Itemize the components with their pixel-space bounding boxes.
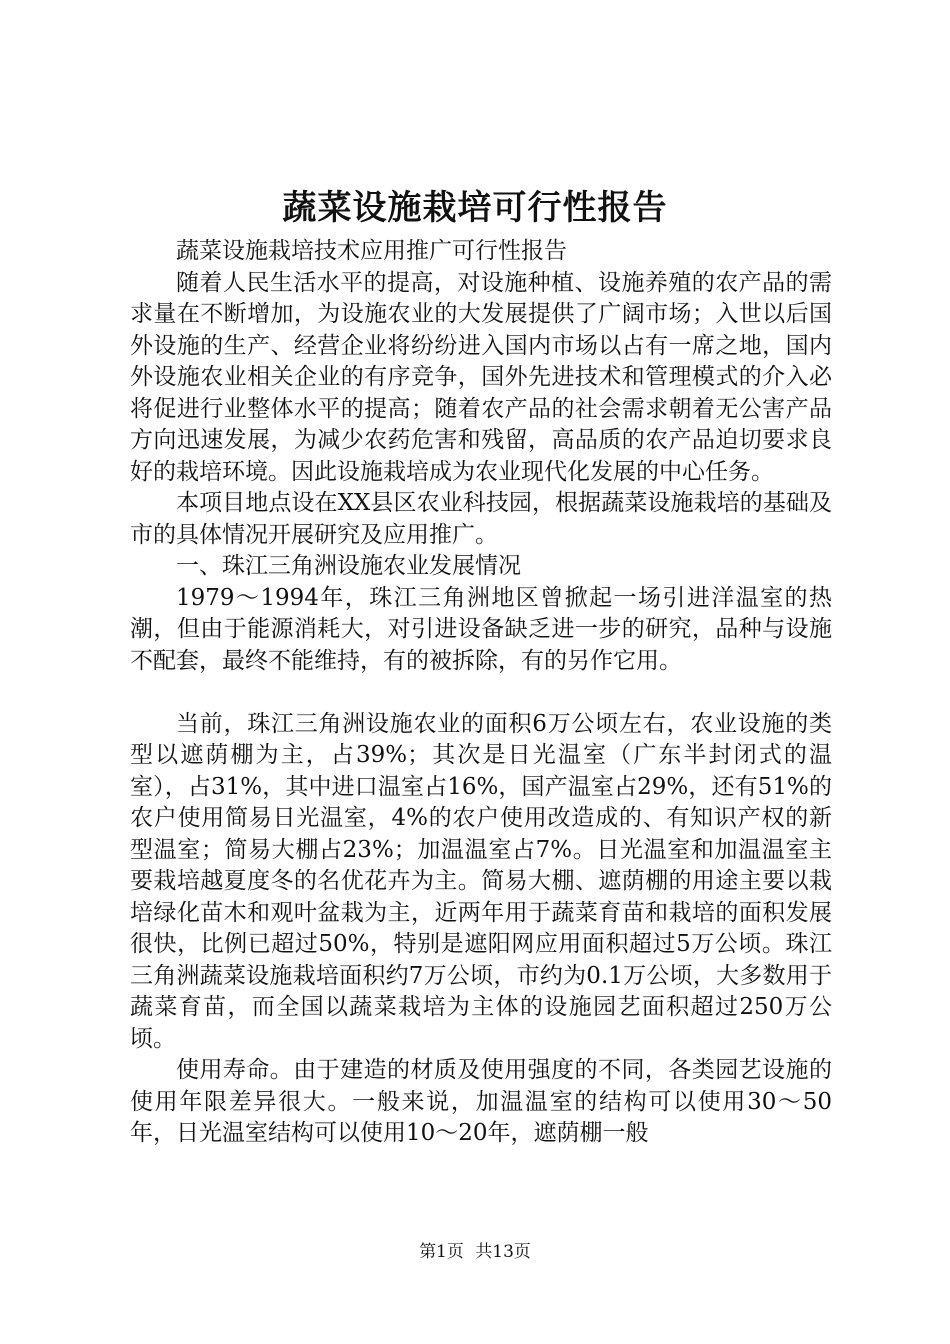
current-status-paragraph: 当前，珠江三角洲设施农业的面积6万公顷左右，农业设施的类型以遮荫棚为主，占39%；其次是日光温室（广东半封闭式的温室），占31%，其中进口温室占16%，国产温室占29%，还有51%的农户使用简易日光温室，4%的农户使用改造成的、有知识产权的新型温室；简易大棚占23%；加温温室占7%。日光温室和加温温室主要栽培越夏度冬的名优花卉为主。简易大棚、遮荫棚的用途主要以栽培绿化苗木和观叶盆栽为主，近两年用于蔬菜育苗和栽培的面积发展很快，比例已超过50%，特别是遮阳网应用面积超过5万公顷。珠江三角洲蔬菜设施栽培面积约7万公顷，市约为0.1万公顷，大多数用于蔬菜育苗，而全国以蔬菜栽培为主体的设施园艺面积超过250万公顷。 [130,710,832,1052]
page-footer [0,1240,950,1264]
history-paragraph: 1979～1994年，珠江三角洲地区曾掀起一场引进洋温室的热潮，但由于能源消耗大，对引进设备缺乏进一步的研究，品种与设施不配套，最终不能维持，有的被拆除，有的另作它用。 [130,584,832,674]
page-number: 第1页 [419,1242,464,1262]
document-title: 蔬菜设施栽培可行性报告 [282,188,668,228]
service-life-paragraph: 使用寿命。由于建造的材质及使用强度的不同，各类园艺设施的使用年限差异很大。一般来说，加温温室的结构可以使用30～50年，日光温室结构可以使用10～20年，遮荫棚一般 [130,1057,832,1146]
project-location-paragraph: 本项目地点设在XX县区农业科技园，根据蔬菜设施栽培的基础及市的具体情况开展研究及应用推广。 [130,490,832,548]
page-total: 共13页 [475,1242,531,1262]
subtitle-paragraph: 蔬菜设施栽培技术应用推广可行性报告 [176,238,567,264]
intro-paragraph: 随着人民生活水平的提高，对设施种植、设施养殖的农产品的需求量在不断增加，为设施农业的大发展提供了广阔市场；入世以后国外设施的生产、经营企业将纷纷进入国内市场以占有一席之地，国内外设施农业相关企业的有序竞争，国外先进技术和管理模式的介入必将促进行业整体水平的提高；随着农产品的社会需求朝着无公害产品方向迅速发展，为减少农药危害和残留，高品质的农产品迫切要求良好的栽培环境。因此设施栽培成为农业现代化发展的中心任务。 [130,269,832,485]
section-heading: 一、珠江三角洲设施农业发展情况 [176,553,521,579]
document-body [130,236,832,1150]
